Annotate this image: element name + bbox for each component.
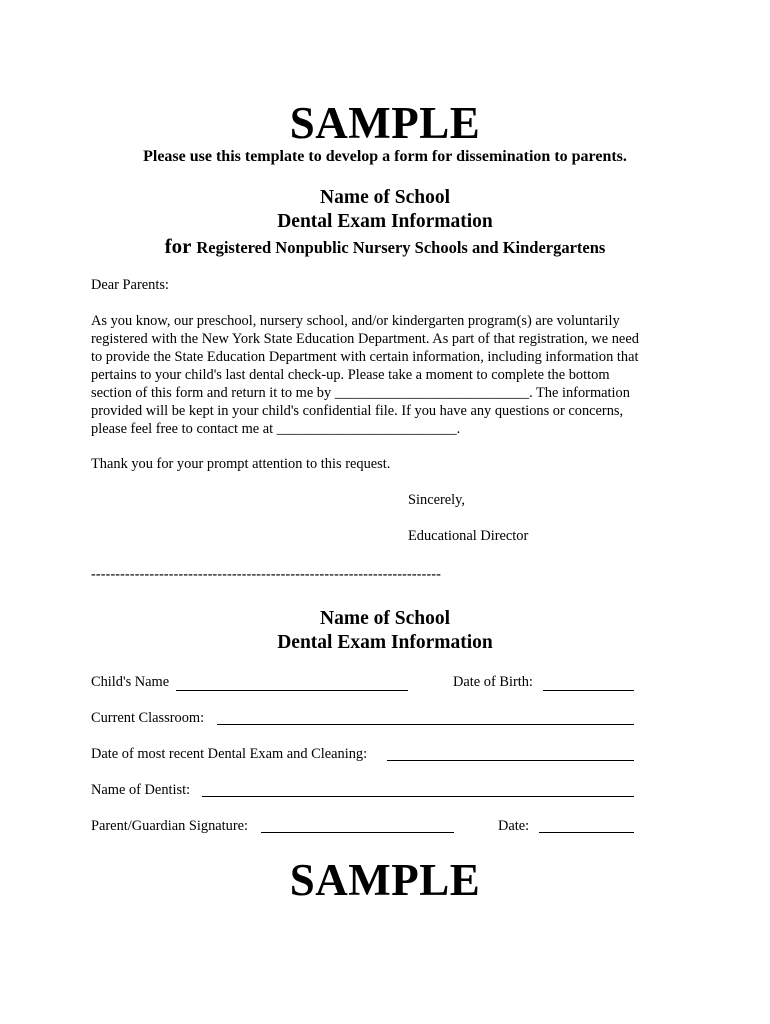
sample-watermark-bottom: SAMPLE (289, 855, 481, 905)
dob-label: Date of Birth: (453, 674, 533, 690)
exam-date-field[interactable] (387, 760, 634, 761)
for-word: for (164, 234, 192, 258)
dentist-field[interactable] (202, 796, 634, 797)
audience-text: Registered Nonpublic Nursery Schools and Kindergartens (196, 238, 606, 257)
date-label: Date: (498, 818, 530, 834)
signer-text: Educational Director (408, 528, 529, 544)
letter-line: please feel free to contact me at _________________________. (91, 421, 461, 437)
letter-line: to provide the State Education Department with certain information, including information that (91, 349, 639, 365)
dob-field[interactable] (543, 690, 634, 691)
letter-paragraph (91, 312, 691, 438)
exam-date-label: Date of most recent Dental Exam and Cleaning: (91, 746, 368, 762)
school-name-heading: Name of School (320, 187, 450, 208)
thanks-text: Thank you for your prompt attention to this request. (91, 456, 391, 472)
audience-heading (0, 234, 770, 260)
letter-line: As you know, our preschool, nursery school, and/or kindergarten program(s) are voluntarily (91, 313, 620, 329)
letter-line: provided will be kept in your child's confidential file. If you have any questions or concerns, (91, 403, 624, 419)
classroom-label: Current Classroom: (91, 710, 205, 726)
form-title-heading: Dental Exam Information (277, 211, 493, 232)
cut-line-separator: ------------------------------------------------------------------------ (91, 567, 442, 582)
child-name-field[interactable] (176, 690, 408, 691)
dentist-label: Name of Dentist: (91, 782, 191, 798)
closing-text: Sincerely, (408, 492, 466, 508)
form-title: Dental Exam Information (277, 632, 493, 653)
salutation: Dear Parents: (91, 277, 169, 293)
classroom-field[interactable] (217, 724, 634, 725)
letter-line: section of this form and return it to me by ___________________________. The information (91, 385, 630, 401)
form-school-name: Name of School (320, 608, 450, 629)
sample-watermark-top: SAMPLE (289, 98, 481, 148)
letter-line: registered with the New York State Education Department. As part of that registration, we need (91, 331, 639, 347)
child-name-label: Child's Name (91, 674, 170, 690)
signature-field[interactable] (261, 832, 454, 833)
date-field[interactable] (539, 832, 634, 833)
signature-label: Parent/Guardian Signature: (91, 818, 249, 834)
instruction-text: Please use this template to develop a form for dissemination to parents. (143, 148, 627, 165)
letter-line: pertains to your child's last dental check-up. Please take a moment to complete the bottom (91, 367, 610, 383)
